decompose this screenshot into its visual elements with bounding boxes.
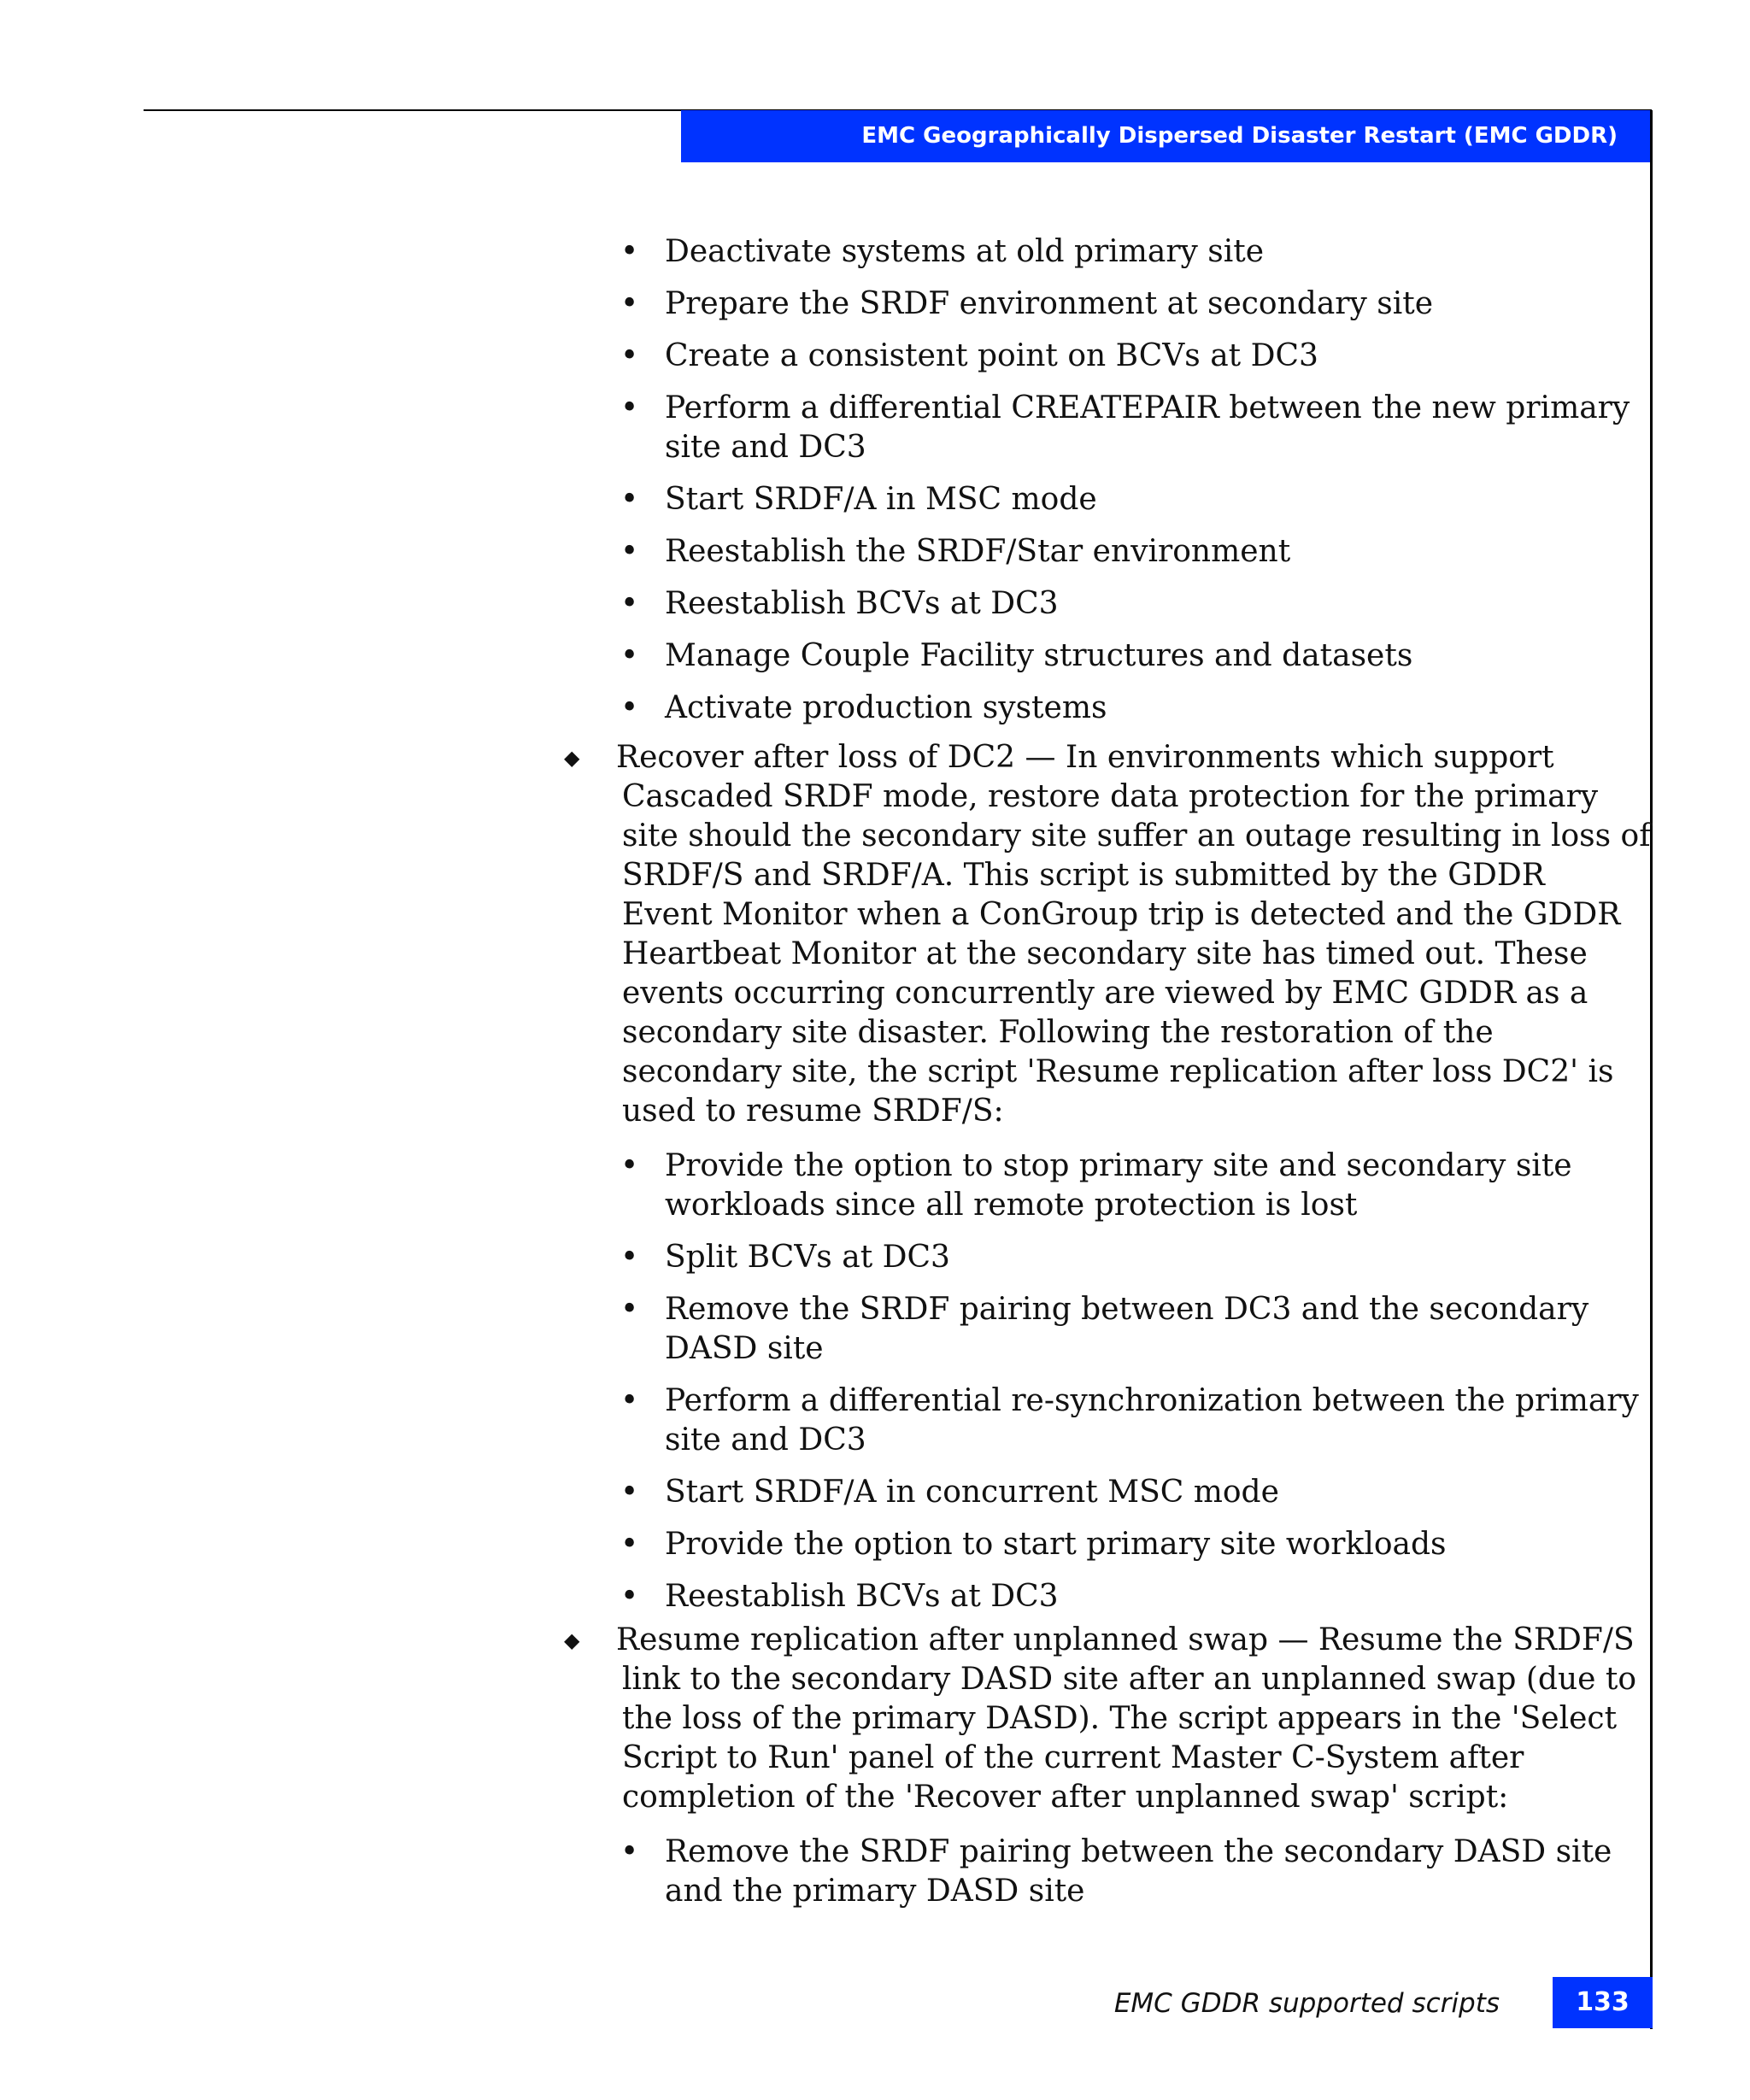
- paragraph-line: the loss of the primary DASD). The script appears in the 'Select: [622, 1701, 1618, 1736]
- round-bullet: •: [620, 1834, 639, 1869]
- paragraph-line: events occurring concurrently are viewed by EMC GDDR as a: [622, 976, 1589, 1011]
- list-item-text: Reestablish BCVs at DC3: [665, 586, 1059, 621]
- list-item-text: Reestablish BCVs at DC3: [665, 1579, 1059, 1614]
- list-item-text: site and DC3: [665, 1422, 866, 1458]
- list-item-text: Create a consistent point on BCVs at DC3: [665, 338, 1318, 373]
- list-item-text: and the primary DASD site: [665, 1874, 1085, 1909]
- list-item-text: Split BCVs at DC3: [665, 1240, 950, 1275]
- list-item-text: Prepare the SRDF environment at secondary site: [665, 286, 1434, 321]
- round-bullet: •: [620, 638, 639, 673]
- list-item-text: Remove the SRDF pairing between the secondary DASD site: [665, 1834, 1612, 1869]
- paragraph-line: Script to Run' panel of the current Master C-System after: [622, 1740, 1524, 1775]
- round-bullet: •: [620, 1579, 639, 1614]
- list-item-text: Start SRDF/A in MSC mode: [665, 482, 1097, 517]
- round-bullet: •: [620, 338, 639, 373]
- list-item-text: site and DC3: [665, 430, 866, 465]
- round-bullet: •: [620, 234, 639, 269]
- round-bullet: •: [620, 482, 639, 517]
- list-item-text: Provide the option to start primary site workloads: [665, 1527, 1447, 1562]
- round-bullet: •: [620, 690, 639, 725]
- list-item-text: Manage Couple Facility structures and datasets: [665, 638, 1413, 673]
- footer-section-title: EMC GDDR supported scripts: [1113, 1988, 1500, 2019]
- round-bullet: •: [620, 390, 639, 425]
- page-number: 133: [1553, 1977, 1653, 2028]
- right-margin-rule: [1650, 110, 1653, 2029]
- paragraph-line: secondary site, the script 'Resume replication after loss DC2' is: [622, 1054, 1614, 1089]
- round-bullet: •: [620, 1527, 639, 1562]
- round-bullet: •: [620, 586, 639, 621]
- round-bullet: •: [620, 1383, 639, 1418]
- paragraph-line: link to the secondary DASD site after an unplanned swap (due to: [622, 1662, 1637, 1697]
- round-bullet: •: [620, 1475, 639, 1510]
- round-bullet: •: [620, 1292, 639, 1327]
- paragraph-line: completion of the 'Recover after unplanned swap' script:: [622, 1780, 1509, 1815]
- paragraph-line: Resume replication after unplanned swap — Resume the SRDF/S: [616, 1622, 1635, 1657]
- paragraph-line: Recover after loss of DC2 — In environments which support: [616, 740, 1554, 775]
- list-item-text: Perform a differential CREATEPAIR between the new primary: [665, 390, 1630, 425]
- diamond-bullet: ◆: [564, 1628, 580, 1652]
- paragraph-line: used to resume SRDF/S:: [622, 1094, 1004, 1129]
- list-item-text: Provide the option to stop primary site and secondary site: [665, 1148, 1572, 1183]
- running-header: EMC Geographically Dispersed Disaster Restart (EMC GDDR): [681, 110, 1652, 162]
- round-bullet: •: [620, 1148, 639, 1183]
- paragraph-line: Event Monitor when a ConGroup trip is detected and the GDDR: [622, 897, 1621, 932]
- list-item-text: Reestablish the SRDF/Star environment: [665, 534, 1291, 569]
- paragraph-line: SRDF/S and SRDF/A. This script is submitted by the GDDR: [622, 858, 1545, 893]
- paragraph-line: Cascaded SRDF mode, restore data protection for the primary: [622, 779, 1599, 814]
- list-item-text: workloads since all remote protection is lost: [665, 1188, 1358, 1223]
- paragraph-line: site should the secondary site suffer an outage resulting in loss of: [622, 818, 1651, 853]
- paragraph-line: secondary site disaster. Following the restoration of the: [622, 1015, 1494, 1050]
- paragraph-line: Heartbeat Monitor at the secondary site has timed out. These: [622, 936, 1588, 971]
- list-item-text: Remove the SRDF pairing between DC3 and the secondary: [665, 1292, 1589, 1327]
- list-item-text: DASD site: [665, 1331, 824, 1366]
- list-item-text: Perform a differential re-synchronization between the primary: [665, 1383, 1639, 1418]
- list-item-text: Deactivate systems at old primary site: [665, 234, 1265, 269]
- diamond-bullet: ◆: [564, 746, 580, 770]
- round-bullet: •: [620, 286, 639, 321]
- list-item-text: Start SRDF/A in concurrent MSC mode: [665, 1475, 1279, 1510]
- round-bullet: •: [620, 1240, 639, 1275]
- round-bullet: •: [620, 534, 639, 569]
- list-item-text: Activate production systems: [665, 690, 1107, 725]
